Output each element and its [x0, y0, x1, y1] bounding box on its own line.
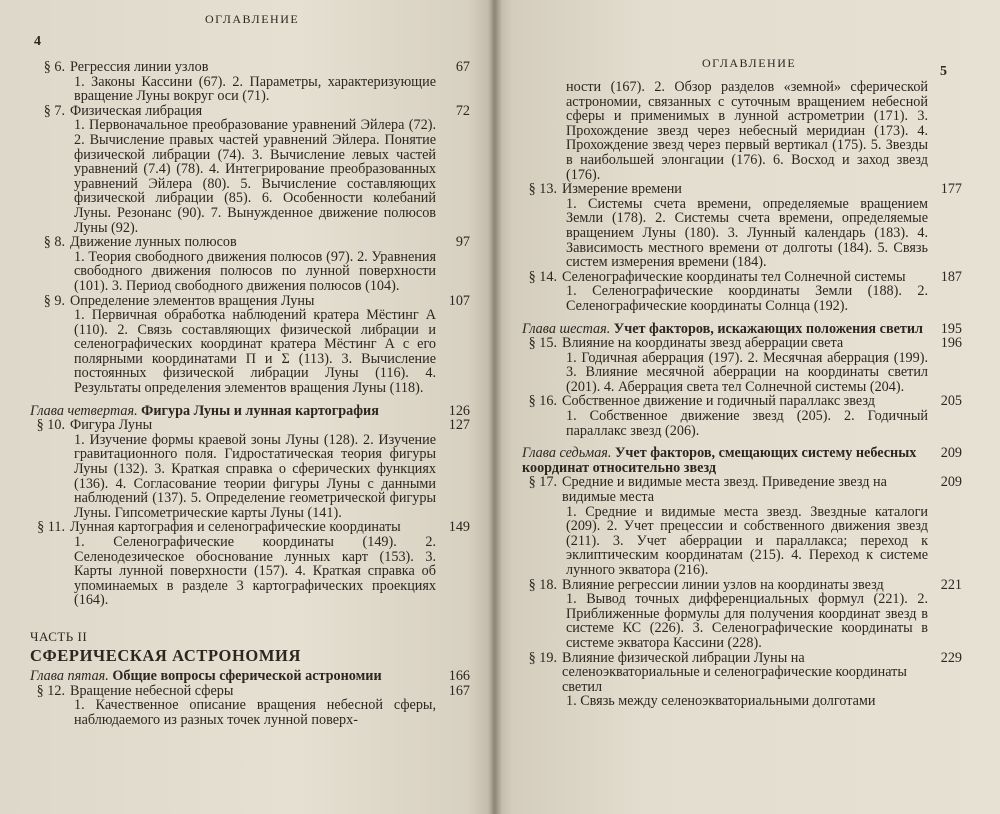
left-page	[0, 0, 492, 814]
toc-entry	[522, 651, 962, 709]
toc-entry	[522, 182, 962, 270]
section-title: Селенографические координаты тел Солнечной системы	[562, 268, 906, 285]
toc-entry	[30, 60, 470, 104]
section-number: § 8.	[43, 234, 65, 251]
page-ref: 195	[940, 320, 962, 337]
page-ref: 67	[455, 59, 470, 75]
section-number: § 13.	[528, 181, 557, 198]
toc-entry	[522, 394, 962, 438]
section-subtopics: 1. Собственное движение звезд (205). 2. Годичный параллакс звезд (206).	[566, 408, 928, 439]
section-title: Вращение небесной сферы	[70, 682, 234, 699]
section-subtopics: 1. Селенографические координаты (149). 2. Селенодезическое обоснование лунных карт (153). 3. Карты лунной поверхности (157). 4. Краткая справка об упоминаемых в разделе 3 картографических проекциях (164).	[74, 534, 436, 609]
section-title: Физическая либрация	[70, 102, 203, 119]
running-head-right: ОГЛАВЛЕНИЕ	[702, 56, 797, 70]
page-ref: 126	[448, 402, 470, 419]
toc-entry	[30, 104, 470, 235]
section-number: § 10.	[36, 417, 65, 434]
chapter-label: Глава седьмая.	[522, 445, 612, 462]
section-title: Влияние на координаты звезд аберрации света	[562, 335, 844, 352]
chapter-label: Глава пятая.	[30, 668, 109, 685]
chapter-title: Фигура Луны и лунная картография	[141, 402, 379, 419]
section-subtopics: 1. Селенографические координаты Земли (188). 2. Селенографические координаты Солнца (192).	[566, 283, 928, 314]
toc-entry	[30, 294, 470, 396]
page-ref: 97	[455, 234, 470, 251]
right-page	[492, 0, 1000, 814]
section-subtopics-continued: ности (167). 2. Обзор разделов «земной» сферической астрономии, связанных с суточным вращением небесной сферы и применимых в лунной астрометрии (171). 3. Прохождение звезд через небесный меридиан (173). 4. Прохождение звезд через первый вертикал (175). 5. Звезды в наибольшей элонгации (176). 6. Восход и заход звезд (176).	[566, 79, 928, 183]
section-subtopics: 1. Первичная обработка наблюдений кратера Мёстинг А (110). 2. Связь составляющих физической либрации и селенографических координат кратера Мёстинг А с его полярными координатами Π и Σ (113). 3. Вычисление постоянных физической либрации Луны (116). 4. Результаты определения элементов вращения Луны (118).	[74, 307, 436, 397]
chapter-heading	[522, 446, 962, 475]
page-ref: 196	[940, 335, 962, 352]
toc-entry	[30, 235, 470, 293]
section-title: Регрессия линии узлов	[70, 59, 209, 75]
section-number: § 11.	[37, 519, 65, 536]
page-ref: 209	[940, 445, 962, 462]
section-number: § 17.	[528, 474, 557, 491]
section-number: § 16.	[528, 393, 557, 410]
book-gutter-shadow	[488, 0, 502, 814]
section-title: Лунная картография и селенографические координаты	[70, 519, 401, 536]
section-subtopics: 1. Первоначальное преобразование уравнений Эйлера (72). 2. Вычисление правых частей уравнений Эйлера. Понятие физической либрации (74). 3. Вычисление левых частей уравнений (7.4) (78). 4. Интегрирование преобразованных уравнений Эйлера (80). 5. Вычисление составляющих физической либрации (85). 6. Особенности колебаний Луны. Резонанс (90). 7. Вынужденное движение полюсов Луны (92).	[74, 117, 436, 236]
page-ref: 229	[940, 649, 962, 666]
toc-entry	[30, 684, 470, 728]
section-number: § 15.	[528, 335, 557, 352]
section-number: § 19.	[528, 649, 557, 666]
page-ref: 187	[940, 268, 962, 285]
toc-entry	[522, 475, 962, 577]
chapter-title: Учет факторов, искажающих положения светил	[613, 320, 924, 337]
chapter-title: Общие вопросы сферической астрономии	[112, 668, 382, 685]
toc-entry	[30, 520, 470, 608]
page-number-left: 4	[34, 34, 41, 49]
section-title: Движение лунных полюсов	[70, 234, 237, 251]
part-label: ЧАСТЬ II	[30, 628, 88, 644]
section-title: Фигура Луны	[70, 417, 153, 434]
section-title: Измерение времени	[562, 181, 682, 198]
chapter-label: Глава четвертая.	[30, 402, 138, 419]
section-number: § 9.	[43, 292, 65, 309]
section-subtopics: 1. Изучение формы краевой зоны Луны (128). 2. Изучение гравитационного поля. Гидростатическая теория фигуры Луны (132). 3. Краткая справка о сферических функциях (136). 4. Согласование теории фигуры Луны с данными наблюдений (137). 5. Определение геометрической фигуры Луны. Гипсометрические карты Луны (141).	[74, 431, 436, 521]
section-number: § 12.	[36, 682, 65, 699]
section-subtopics: 1. Средние и видимые места звезд. Звездные каталоги (209). 2. Учет прецессии и собственного движения звезд (211). 3. Учет аберрации и параллакса; переход к эклиптическим координатам (215). 4. Переход к системе лунного экватора (216).	[566, 503, 928, 578]
section-subtopics: 1. Теория свободного движения полюсов (97). 2. Уравнения свободного движения полюсов по лунной поверхности (101). 3. Период свободного движения полюсов (104).	[74, 248, 436, 294]
page-ref: 166	[448, 668, 470, 685]
section-subtopics: 1. Качественное описание вращения небесной сферы, наблюдаемого из разных точек лунной поверх-	[74, 697, 436, 728]
section-number: § 7.	[43, 102, 65, 119]
page-number-right: 5	[940, 64, 947, 79]
toc-entry	[522, 270, 962, 314]
toc-entry	[522, 578, 962, 651]
toc-block-left	[30, 60, 470, 728]
section-number: § 6.	[43, 59, 65, 75]
section-title: Собственное движение и годичный параллакс звезд	[562, 393, 875, 410]
chapter-heading	[30, 404, 470, 419]
section-title: Определение элементов вращения Луны	[70, 292, 315, 309]
toc-entry	[522, 336, 962, 394]
page-ref: 72	[455, 102, 470, 119]
section-subtopics: 1. Вывод точных дифференциальных формул (221). 2. Приближенные формулы для получения координат звезд в системе КС (226). 3. Селенографические координаты в системе экватора Кассини (228).	[566, 591, 928, 651]
section-title: Влияние физической либрации Луны на селеноэкваториальные и селенографические координаты светил	[562, 649, 907, 695]
page-ref: 107	[448, 292, 470, 309]
page-ref: 167	[448, 682, 470, 699]
page-ref: 205	[940, 393, 962, 410]
chapter-heading	[30, 669, 470, 684]
section-title: Влияние регрессии линии узлов на координаты звезд	[562, 576, 884, 593]
section-subtopics: 1. Системы счета времени, определяемые вращением Земли (178). 2. Системы счета времени, определяемые вращением Луны (180). 3. Лунный календарь (183). 4. Зависимость местного времени от долготы (184). 5. Связь систем измерения времени (184).	[566, 195, 928, 271]
section-number: § 18.	[528, 576, 557, 593]
section-title: Средние и видимые места звезд. Приведение звезд на видимые места	[562, 474, 887, 506]
section-subtopics: 1. Законы Кассини (67). 2. Параметры, характеризующие вращение Луны вокруг оси (71).	[74, 73, 436, 105]
page-ref: 221	[940, 576, 962, 593]
running-head-left: ОГЛАВЛЕНИЕ	[205, 12, 300, 26]
toc-entry	[30, 418, 470, 520]
page-ref: 177	[940, 181, 962, 198]
section-number: § 14.	[528, 268, 557, 285]
part-title: СФЕРИЧЕСКАЯ АСТРОНОМИЯ	[30, 645, 301, 665]
section-subtopics: 1. Годичная аберрация (197). 2. Месячная аберрация (199). 3. Влияние месячной аберрации на координаты светил (201). 4. Аберрация света тел Солнечной системы (204).	[566, 349, 928, 395]
toc-block-right	[522, 80, 962, 709]
page-ref: 127	[448, 417, 470, 434]
chapter-heading	[522, 322, 962, 337]
section-subtopics: 1. Связь между селеноэкваториальными долготами	[566, 693, 876, 710]
page-ref: 209	[940, 474, 962, 491]
page-ref: 149	[448, 519, 470, 536]
chapter-label: Глава шестая.	[522, 320, 611, 337]
chapter-title: Учет факторов, смещающих систему небесных координат относительно звезд	[522, 445, 917, 476]
